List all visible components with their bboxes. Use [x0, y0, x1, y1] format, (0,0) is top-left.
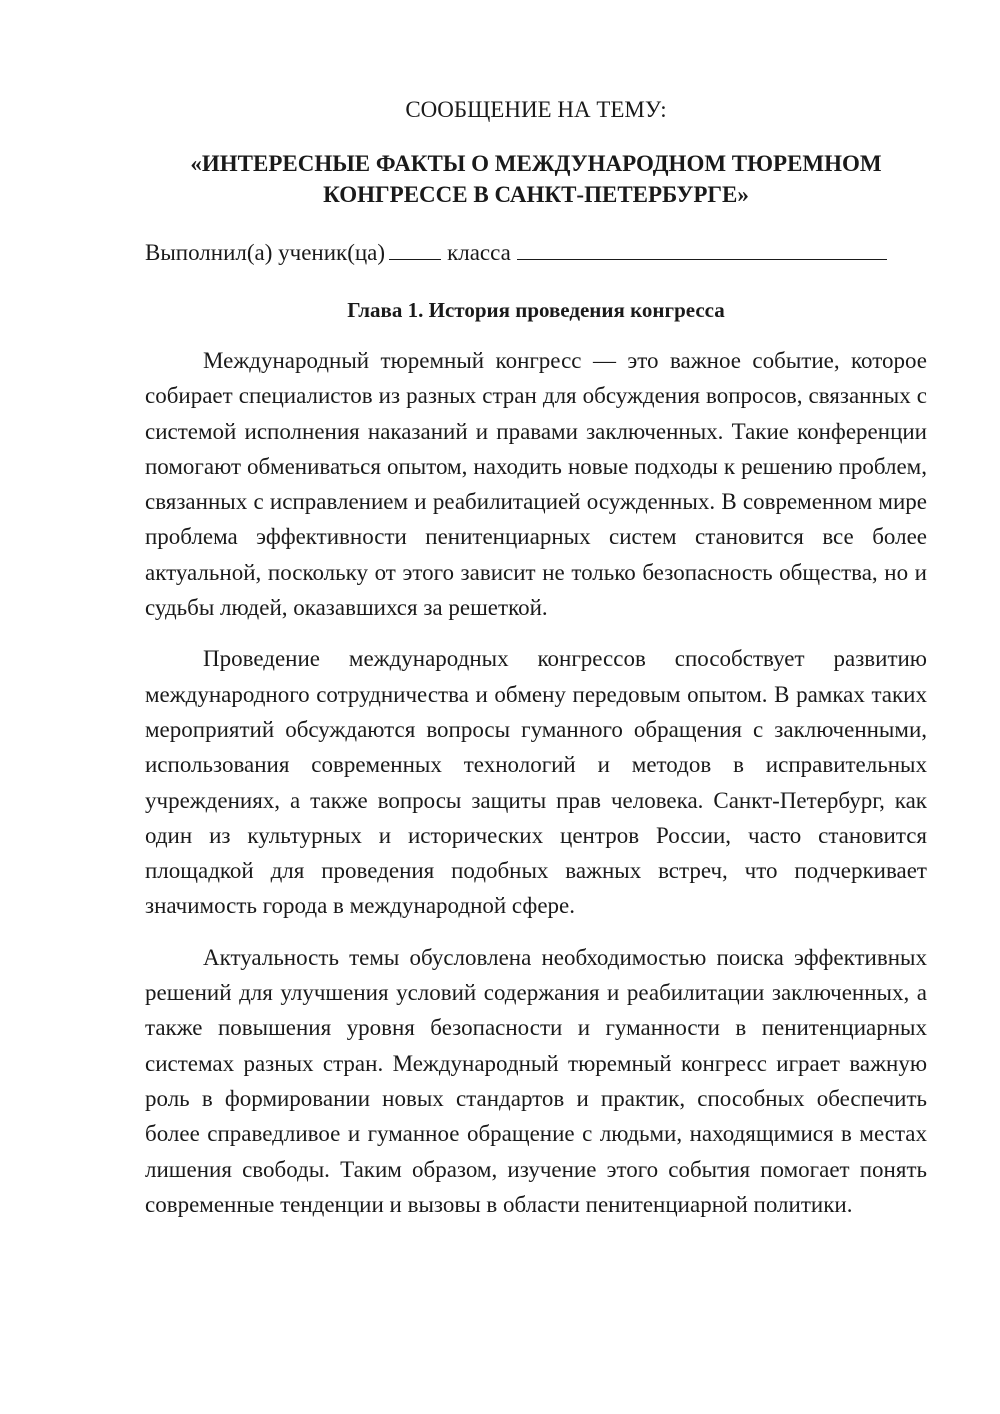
grade-blank — [389, 237, 441, 260]
document-header: СООБЩЕНИЕ НА ТЕМУ: — [405, 97, 667, 122]
signature-label: Выполнил(а) ученик(ца) — [145, 240, 386, 265]
paragraph: Проведение международных конгрессов способствует развитию международного сотрудничества и обмену передовым опытом. В рамках таких мероприятий обсуждаются вопросы гуманного обращения с заключенными, использования современных технологий и методов в исправительных учреждениях, а также вопросы защиты прав человека. Санкт-Петербург, как один из культурных и исторических центров России, часто становится площадкой для проведения подобных важных встреч, что подчеркивает значимость города в международной сфере. — [145, 646, 927, 919]
paragraph: Актуальность темы обусловлена необходимостью поиска эффективных решений для улучшения условий содержания и реабилитации заключенных, а также повышения уровня безопасности и гуманности в пенитенциарных системах разных стран. Международный тюремный конгресс играет важную роль в формировании новых стандартов и практик, способных обеспечить более справедливое и гуманное обращение с людьми, находящимися в местах лишения свободы. Таким образом, изучение этого события помогает понять современные тенденции и вызовы в области пенитенциарной политики. — [145, 944, 927, 1217]
chapter-title: Глава 1. История проведения конгресса — [347, 298, 725, 322]
class-label: класса — [447, 240, 511, 265]
document-title: «ИНТЕРЕСНЫЕ ФАКТЫ О МЕЖДУНАРОДНОМ ТЮРЕМНОМ КОНГРЕССЕ В САНКТ-ПЕТЕРБУРГЕ» — [190, 151, 882, 207]
paragraph: Международный тюремный конгресс — это важное событие, которое собирает специалистов из разных стран для обсуждения вопросов, связанных с системой исполнения наказаний и правами заключенных. Такие конференции помогают обмениваться опытом, находить новые подходы к решению проблем, связанных с исправлением и реабилитацией осужденных. В современном мире проблема эффективности пенитенциарных систем становится все более актуальной, поскольку от этого зависит не только безопасность общества, но и судьбы людей, оказавшихся за решеткой. — [145, 348, 927, 621]
document-page — [145, 92, 927, 1222]
signature-line — [145, 237, 927, 268]
name-blank — [517, 237, 887, 260]
